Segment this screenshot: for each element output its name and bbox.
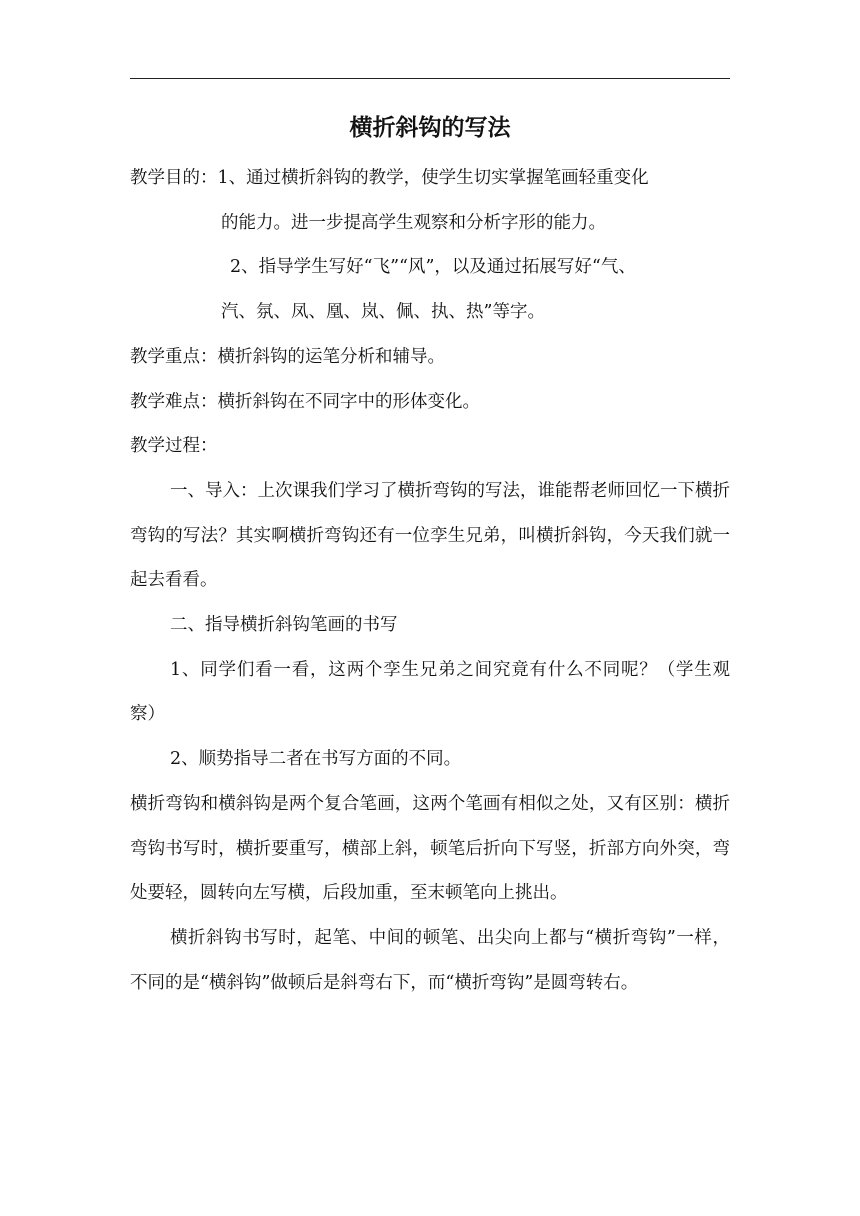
objective-line-1: 教学目的：1、通过横折斜钩的教学，使学生切实掌握笔画轻重变化 (130, 168, 649, 188)
header-rule (130, 78, 730, 79)
key-point: 教学重点：横折斜钩的运笔分析和辅导。 (130, 346, 445, 367)
paragraph-b: 横折斜钩书写时，起笔、中间的顿笔、出尖向上都与“横折弯钩”一样，不同的是“横斜钩”做顿后是斜弯右下，而“横折弯钩”是圆弯转右。 (130, 927, 730, 993)
step-1: 1、同学们看一看，这两个孪生兄弟之间究竟有什么不同呢？（学生观察） (130, 659, 730, 725)
objective-line-1-cont: 的能力。进一步提高学生观察和分析字形的能力。 (221, 212, 606, 233)
document-body (130, 156, 730, 1005)
objective-line-2: 2、指导学生写好“飞”“风”，以及通过拓展写好“气、 (230, 257, 636, 278)
section-1: 一、导入：上次课我们学习了横折弯钩的写法，谁能帮老师回忆一下横折弯钩的写法？其实啊横折弯钩还有一位孪生兄弟，叫横折斜钩，今天我们就一起去看看。 (130, 480, 730, 591)
paragraph-a: 横折弯钩和横斜钩是两个复合笔画，这两个笔画有相似之处，又有区别：横折弯钩书写时，横折要重写，横部上斜，顿笔后折向下写竖，折部方向外突，弯处要轻，圆转向左写横，后段加重，至末顿笔向上挑出。 (130, 793, 730, 904)
objective-line-2-cont: 汽、氛、凤、凰、岚、佩、执、热”等字。 (221, 302, 545, 323)
difficulty: 教学难点：横折斜钩在不同字中的形体变化。 (130, 391, 480, 412)
step-2: 2、顺势指导二者在书写方面的不同。 (170, 749, 462, 770)
document-title: 横折斜钩的写法 (349, 114, 511, 141)
section-2: 二、指导横折斜钩笔画的书写 (170, 615, 398, 636)
process-label: 教学过程： (130, 436, 218, 457)
